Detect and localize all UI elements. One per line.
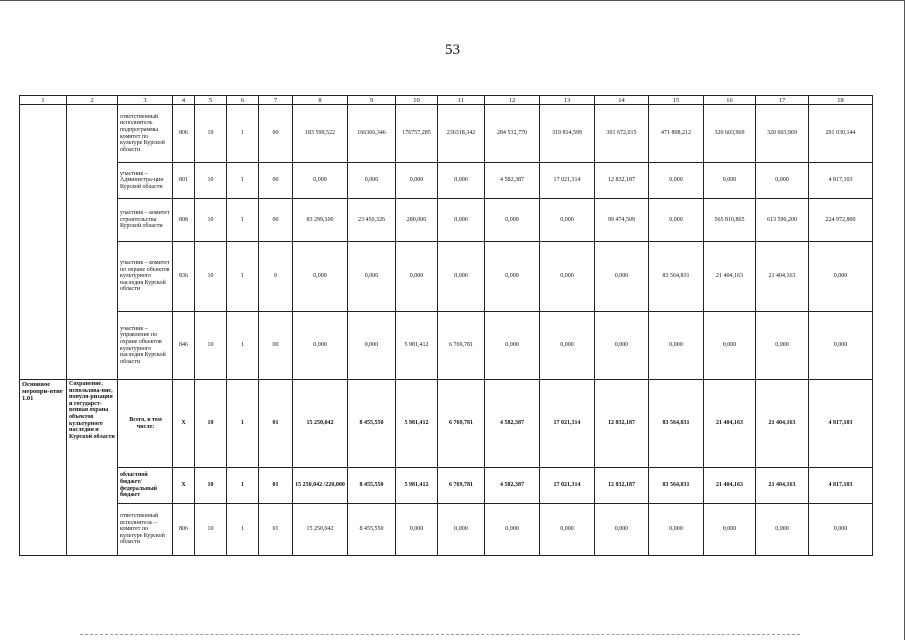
value-cell: 291 030,144 xyxy=(809,105,873,163)
header-cell: 13 xyxy=(540,96,595,105)
value-cell: 12 832,187 xyxy=(595,468,649,504)
value-cell: 0,000 xyxy=(649,312,704,380)
table-row xyxy=(20,163,873,199)
budget-table xyxy=(19,95,873,556)
value-cell: 0,000 xyxy=(649,163,704,199)
header-cell: 8 xyxy=(293,96,348,105)
header-cell: 12 xyxy=(485,96,540,105)
table-row xyxy=(20,504,873,556)
table-row xyxy=(20,199,873,242)
table-row xyxy=(20,380,873,468)
table-row xyxy=(20,105,873,163)
value-cell: 565 810,865 xyxy=(704,199,756,242)
value-cell: 17 021,314 xyxy=(540,163,595,199)
value-cell: 836 xyxy=(173,242,195,312)
header-cell: 3 xyxy=(118,96,173,105)
value-cell: 0,000 xyxy=(540,504,595,556)
value-cell: 808 xyxy=(173,199,195,242)
value-cell: 83 564,831 xyxy=(649,380,704,468)
value-cell: 23 450,326 xyxy=(348,199,396,242)
page-bottom-rule xyxy=(80,634,800,636)
value-cell: 12 832,187 xyxy=(595,380,649,468)
value-cell: 1 xyxy=(227,468,259,504)
value-cell: 1 xyxy=(227,504,259,556)
value-cell: 0,000 xyxy=(438,242,485,312)
value-cell: 12 832,187 xyxy=(595,163,649,199)
measure-name-cell: Сохранение, использова-ние, популя-ризация и государст-венная охрана объектов культурного наследия и Курской области xyxy=(67,380,118,556)
value-cell: 0,000 xyxy=(396,242,438,312)
value-cell: 00 xyxy=(259,105,293,163)
value-cell: 0,000 xyxy=(595,242,649,312)
value-cell: 00 xyxy=(259,312,293,380)
value-cell: 10 xyxy=(195,380,227,468)
value-cell: 21 404,163 xyxy=(756,242,809,312)
participant-cell: участник – Администра-ция Курской области xyxy=(118,163,173,199)
value-cell: 1 xyxy=(227,105,259,163)
value-cell: 00 xyxy=(259,163,293,199)
header-cell: 2 xyxy=(67,96,118,105)
value-cell: 0,000 xyxy=(809,312,873,380)
value-cell: 6 769,781 xyxy=(438,468,485,504)
value-cell: 4 582,387 xyxy=(485,163,540,199)
value-cell: 320 603,969 xyxy=(704,105,756,163)
value-cell: 17 021,314 xyxy=(540,468,595,504)
value-cell: 166366,346 xyxy=(348,105,396,163)
value-cell: 5 981,412 xyxy=(396,312,438,380)
value-cell: 1 xyxy=(227,312,259,380)
value-cell: 00 xyxy=(259,199,293,242)
value-cell: 613 590,200 xyxy=(756,199,809,242)
header-cell: 7 xyxy=(259,96,293,105)
value-cell: 0,000 xyxy=(649,199,704,242)
value-cell: 10 xyxy=(195,312,227,380)
value-cell: 15 250,042 xyxy=(293,380,348,468)
value-cell: 10 xyxy=(195,163,227,199)
value-cell: 0,000 xyxy=(293,242,348,312)
value-cell: 301 672,015 xyxy=(595,105,649,163)
value-cell: 21 404,163 xyxy=(704,468,756,504)
value-cell: 183 599,522 xyxy=(293,105,348,163)
page-number: 53 xyxy=(445,42,460,58)
header-cell: 1 xyxy=(20,96,67,105)
table-row xyxy=(20,242,873,312)
value-cell: 806 xyxy=(173,504,195,556)
value-cell: 10 xyxy=(195,199,227,242)
value-cell: 0,000 xyxy=(348,312,396,380)
value-cell: 4 582,387 xyxy=(485,380,540,468)
value-cell: 0,000 xyxy=(595,504,649,556)
header-cell: 5 xyxy=(195,96,227,105)
value-cell: 0,000 xyxy=(540,199,595,242)
value-cell: 0,000 xyxy=(704,312,756,380)
participant-cell: ответственный исполнитель подпрограммы комитет по культуре Курской области xyxy=(118,105,173,163)
value-cell: 1 xyxy=(227,199,259,242)
value-cell: 801 xyxy=(173,163,195,199)
header-cell: 18 xyxy=(809,96,873,105)
value-cell: 1 xyxy=(227,163,259,199)
value-cell: 10 xyxy=(195,105,227,163)
value-cell: 21 404,163 xyxy=(704,242,756,312)
header-cell: 11 xyxy=(438,96,485,105)
participant-cell: ответственный исполнитель – комитет по культуре Курской области xyxy=(118,504,173,556)
value-cell: Х xyxy=(173,380,195,468)
value-cell: 0,000 xyxy=(348,163,396,199)
value-cell: 224 972,800 xyxy=(809,199,873,242)
value-cell: 176757,285 xyxy=(396,105,438,163)
value-cell: 6 769,781 xyxy=(438,380,485,468)
value-cell: 4 817,103 xyxy=(809,468,873,504)
value-cell: 15 250,042 /220,000 xyxy=(293,468,348,504)
value-cell: 0,000 xyxy=(595,312,649,380)
value-cell: 10 xyxy=(195,504,227,556)
value-cell: 0,000 xyxy=(756,504,809,556)
value-cell: 0,000 xyxy=(809,504,873,556)
value-cell: 99 474,509 xyxy=(595,199,649,242)
value-cell: 0,000 xyxy=(756,163,809,199)
table-row xyxy=(20,312,873,380)
value-cell: 21 404,163 xyxy=(756,468,809,504)
page-frame-top xyxy=(0,0,905,1)
value-cell: 0,000 xyxy=(540,242,595,312)
value-cell: 1 xyxy=(227,380,259,468)
value-cell: 0,000 xyxy=(540,312,595,380)
value-cell: 280,000 xyxy=(396,199,438,242)
header-cell: 17 xyxy=(756,96,809,105)
value-cell: 0,000 xyxy=(293,163,348,199)
value-cell: 01 xyxy=(259,468,293,504)
value-cell: 0,000 xyxy=(649,504,704,556)
measure-status-cell: Основное меропри-ятие 1.01 xyxy=(20,380,67,556)
value-cell: 01 xyxy=(259,504,293,556)
value-cell: 0,000 xyxy=(396,163,438,199)
value-cell: 284 532,770 xyxy=(485,105,540,163)
header-cell: 9 xyxy=(348,96,396,105)
value-cell: 0 xyxy=(259,242,293,312)
value-cell: 806 xyxy=(173,105,195,163)
value-cell: 8 455,550 xyxy=(348,380,396,468)
value-cell: 846 xyxy=(173,312,195,380)
participant-cell: участник – управление по охране объектов культурного наследия Курской области xyxy=(118,312,173,380)
value-cell: 0,000 xyxy=(809,242,873,312)
value-cell: 6 769,781 xyxy=(438,312,485,380)
value-cell: 0,000 xyxy=(485,312,540,380)
value-cell: 0,000 xyxy=(438,199,485,242)
value-cell: 0,000 xyxy=(704,504,756,556)
header-cell: 16 xyxy=(704,96,756,105)
value-cell: 0,000 xyxy=(485,199,540,242)
value-cell: 0,000 xyxy=(348,242,396,312)
value-cell: 15 250,042 xyxy=(293,504,348,556)
value-cell: 0,000 xyxy=(756,312,809,380)
value-cell: 83 564,831 xyxy=(649,242,704,312)
value-cell: 17 021,314 xyxy=(540,380,595,468)
value-cell: 0,000 xyxy=(396,504,438,556)
value-cell: 4 817,103 xyxy=(809,163,873,199)
value-cell: 5 981,412 xyxy=(396,468,438,504)
participant-cell: Всего, в том числе: xyxy=(118,380,173,468)
value-cell: 83 564,831 xyxy=(649,468,704,504)
header-cell: 10 xyxy=(396,96,438,105)
table-header-row xyxy=(20,96,873,105)
value-cell: 5 981,412 xyxy=(396,380,438,468)
value-cell: 320 603,969 xyxy=(756,105,809,163)
value-cell: 21 404,163 xyxy=(704,380,756,468)
value-cell: 236318,342 xyxy=(438,105,485,163)
empty-cell xyxy=(20,105,67,380)
header-cell: 4 xyxy=(173,96,195,105)
participant-cell: участник – комитет строительства Курской области xyxy=(118,199,173,242)
header-cell: 14 xyxy=(595,96,649,105)
empty-cell xyxy=(67,105,118,380)
value-cell: 0,000 xyxy=(704,163,756,199)
value-cell: 10 xyxy=(195,468,227,504)
table-row xyxy=(20,468,873,504)
header-cell: 15 xyxy=(649,96,704,105)
value-cell: 471 808,212 xyxy=(649,105,704,163)
participant-cell: участник – комитет по охране объектов культурного наследия Курской области xyxy=(118,242,173,312)
value-cell: 8 455,550 xyxy=(348,504,396,556)
value-cell: 0,000 xyxy=(438,163,485,199)
participant-cell: областной бюджет/ федеральный бюджет xyxy=(118,468,173,504)
value-cell: 01 xyxy=(259,380,293,468)
value-cell: 0,000 xyxy=(438,504,485,556)
value-cell: 0,000 xyxy=(485,504,540,556)
header-cell: 6 xyxy=(227,96,259,105)
value-cell: 0,000 xyxy=(485,242,540,312)
value-cell: 21 404,163 xyxy=(756,380,809,468)
value-cell: 83 299,100 xyxy=(293,199,348,242)
value-cell: 1 xyxy=(227,242,259,312)
value-cell: 4 817,103 xyxy=(809,380,873,468)
value-cell: Х xyxy=(173,468,195,504)
value-cell: 10 xyxy=(195,242,227,312)
value-cell: 0,000 xyxy=(293,312,348,380)
value-cell: 4 582,387 xyxy=(485,468,540,504)
value-cell: 8 455,550 xyxy=(348,468,396,504)
value-cell: 319 814,599 xyxy=(540,105,595,163)
